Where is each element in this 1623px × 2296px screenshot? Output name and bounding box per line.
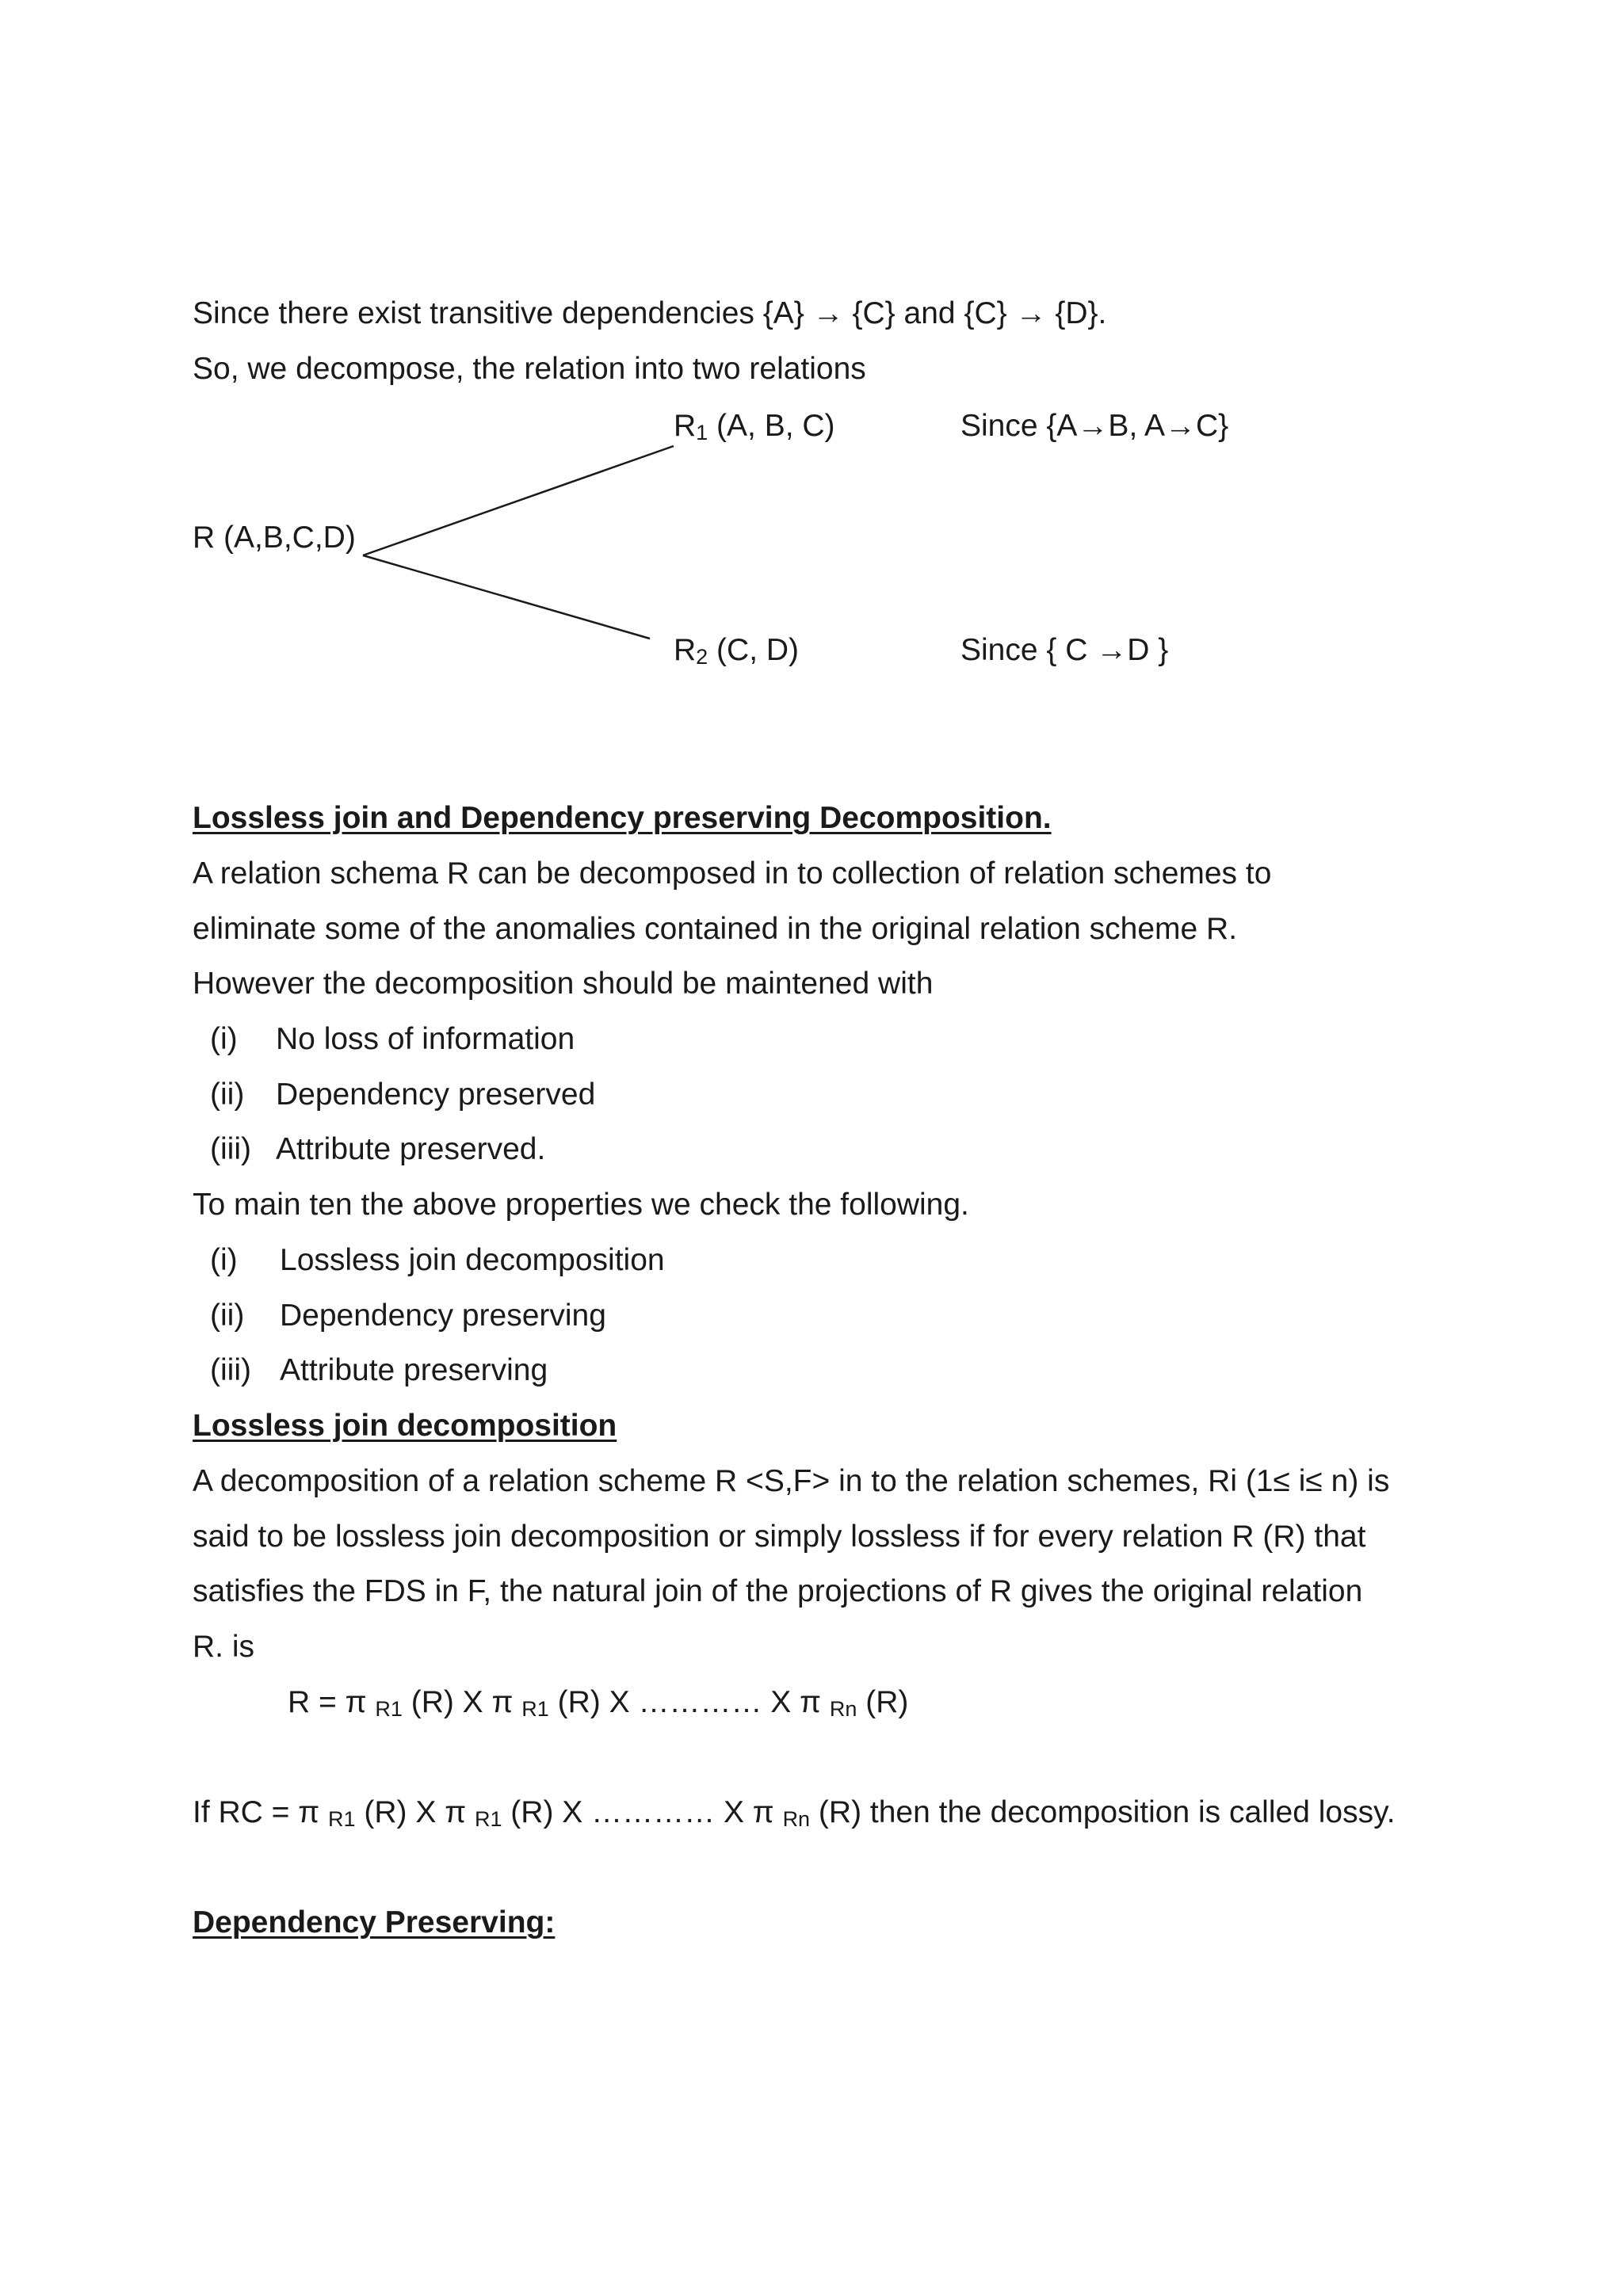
formula-part: If RC = π: [193, 1795, 329, 1829]
list2-item: [210, 1245, 665, 1276]
section1-para2: To main ten the above properties we check the following.: [193, 1188, 969, 1222]
r1-base: R: [674, 409, 697, 443]
r1-attrs: (A, B, C): [708, 409, 835, 443]
list1-item-number: (iii): [210, 1132, 251, 1166]
tree-r1-reason: Since {A→B, A→C}: [960, 409, 1229, 443]
section-heading-lossless-join: Lossless join decomposition: [193, 1409, 617, 1443]
tree-root-relation: R (A,B,C,D): [193, 521, 356, 555]
list1-item-text: Dependency preserved: [276, 1077, 596, 1112]
list1-item-text: Attribute preserved.: [276, 1132, 546, 1166]
section-heading-lossless-dependency: Lossless join and Dependency preserving Decomposition.: [193, 801, 1052, 835]
formula-subscript: Rn: [829, 1697, 857, 1721]
intro-line-2: So, we decompose, the relation into two relations: [193, 352, 866, 386]
list2-item: [210, 1355, 548, 1386]
lossless-formula: [288, 1685, 909, 1721]
list2-item: [210, 1300, 606, 1331]
formula-part: (R) then the decomposition is called lossy.: [810, 1795, 1396, 1829]
lossy-formula: [193, 1795, 1396, 1831]
section2-line1: A decomposition of a relation scheme R <S,F> in to the relation schemes, Ri (1≤ i≤ n) is: [193, 1464, 1390, 1498]
list1-item: [210, 1134, 545, 1165]
section1-para1-line1: A relation schema R can be decomposed in to collection of relation schemes to: [193, 856, 1272, 891]
list2-item-text: Attribute preserving: [280, 1353, 548, 1387]
formula-subscript: R1: [474, 1807, 502, 1831]
r1-subscript: 1: [696, 421, 708, 444]
formula-subscript: R1: [375, 1697, 403, 1721]
r2-attrs: (C, D): [708, 633, 800, 667]
list1-item: [210, 1024, 575, 1055]
tree-r1-relation: [674, 409, 835, 444]
formula-part: (R) X ………… X π: [502, 1795, 783, 1829]
branch-line-r2: [363, 555, 650, 639]
list2-item-number: (i): [210, 1243, 238, 1277]
list2-item-text: Lossless join decomposition: [280, 1243, 665, 1277]
tree-r2-relation: [674, 633, 800, 669]
formula-part: (R) X ………… X π: [548, 1685, 830, 1719]
section2-line4: R. is: [193, 1630, 254, 1664]
formula-part: (R): [857, 1685, 909, 1719]
section1-para1-line2: eliminate some of the anomalies contained in the original relation scheme R.: [193, 912, 1238, 946]
r2-subscript: 2: [696, 645, 708, 669]
formula-part: (R) X π: [355, 1795, 475, 1829]
tree-r2-reason: Since { C →D }: [960, 633, 1169, 667]
formula-subscript: R1: [328, 1807, 356, 1831]
formula-subscript: R1: [521, 1697, 549, 1721]
section-heading-dependency-preserving: Dependency Preserving:: [193, 1905, 556, 1939]
r2-base: R: [674, 633, 697, 667]
list2-item-text: Dependency preserving: [280, 1299, 606, 1333]
formula-part: (R) X π: [402, 1685, 522, 1719]
section2-line3: satisfies the FDS in F, the natural join of the projections of R gives the original relation: [193, 1574, 1363, 1608]
section2-line2: said to be lossless join decomposition or simply lossless if for every relation R (R) that: [193, 1520, 1366, 1554]
section1-para1-line3: However the decomposition should be maintened with: [193, 967, 934, 1001]
formula-part: R = π: [288, 1685, 376, 1719]
list1-item-number: (i): [210, 1022, 238, 1056]
list1-item-text: No loss of information: [276, 1022, 575, 1056]
formula-subscript: Rn: [782, 1807, 811, 1831]
list1-item: [210, 1079, 595, 1110]
list1-item-number: (ii): [210, 1077, 245, 1112]
intro-line-1: Since there exist transitive dependencies {A} → {C} and {C} → {D}.: [193, 296, 1107, 330]
list2-item-number: (iii): [210, 1353, 251, 1387]
list2-item-number: (ii): [210, 1299, 245, 1333]
branch-line-r1: [363, 446, 674, 555]
